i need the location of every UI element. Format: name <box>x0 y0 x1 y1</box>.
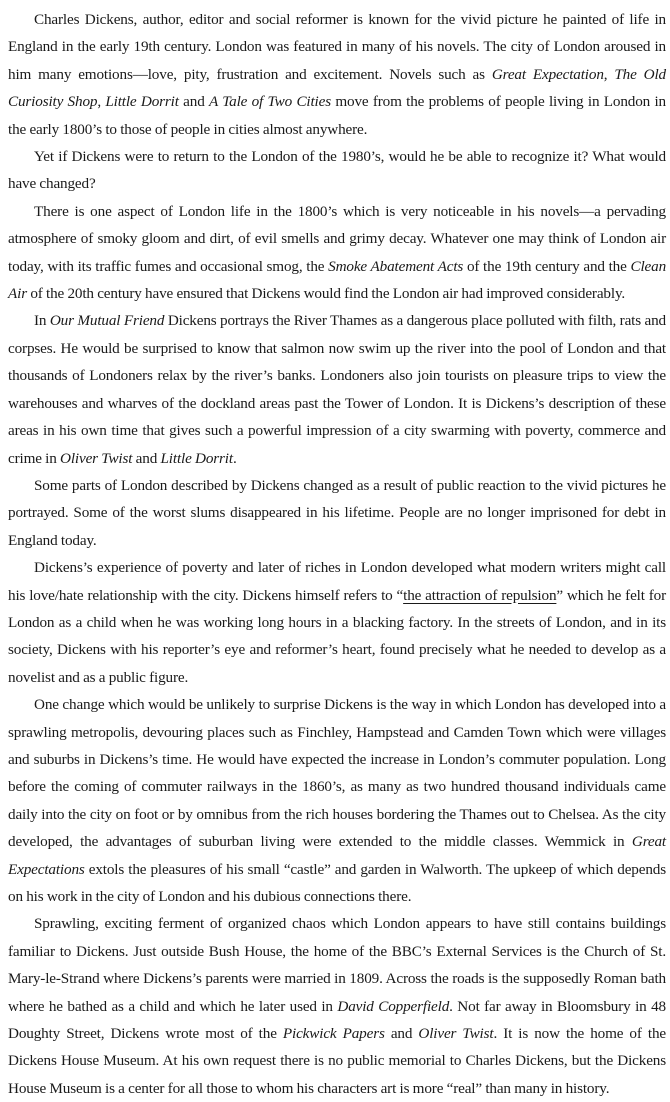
underlined-quote: the attraction of repulsion <box>403 586 557 604</box>
text-run: Yet if Dickens were to return to the London of the 1980’s, would he be able to recognize it? What would have changed? <box>8 148 666 193</box>
text-run: move from the problems of people living in London in the early 1800’s to those of people in cities almost anywhere. <box>8 93 666 138</box>
italic-title: Great Expectation <box>491 65 604 83</box>
text-run: of the 20th century have ensured that Dickens would find the London air had improved considerably. <box>26 285 626 303</box>
text-run: , <box>97 93 106 111</box>
text-run: extols the pleasures of his small “castle” and garden in Walworth. The upkeep of which depends on his work in the city of London and his dubious connections there. <box>8 860 666 905</box>
paragraph <box>8 910 666 1102</box>
paragraph <box>8 554 666 691</box>
text-run: Dickens portrays the River Thames as a dangerous place polluted with filth, rats and corpses. He would be surprised to know that salmon now swim up the river into the pool of London and that thousands of Londoners relax by the river’s banks. Londoners also join tourists on pleasure trips to view the warehouses and wharves of the dockland areas past the Tower of London. It is Dickens’s description of these areas in his own time that gives such a powerful impression of a city swarming with poverty, commerce and crime in <box>8 312 666 467</box>
italic-title: Smoke Abatement Acts <box>328 257 464 275</box>
text-run: . It is now the home of the Dickens House Museum. At his own request there is no public memorial to Charles Dickens, but the Dickens House Museum is a center for all those to whom his characters art is more “real” than many in history. <box>8 1025 666 1097</box>
italic-title: Clean Air <box>8 257 667 303</box>
text-run: There is one aspect of London life in the 1800’s which is very noticeable in his novels—a pervading atmosphere of smoky gloom and dirt, of evil smells and grimy decay. Whatever one may think of London air today, with its traffic fumes and occasional smog, the <box>8 202 666 275</box>
text-run: and <box>132 449 161 467</box>
paragraph <box>8 691 666 910</box>
italic-title: Little Dorrit <box>105 93 179 111</box>
text-run: Sprawling, exciting ferment of organized chaos which London appears to have still contains buildings familiar to Dickens. Just outside Bush House, the home of the BBC’s External Services is the Church of St. Mary-le-Strand where Dickens’s parents were married in 1809. Across the roads is the supposedly Roman bath where he bathed as a child and which he later used in <box>8 915 666 1015</box>
text-run: and <box>384 1025 419 1043</box>
text-run: of the 19th century and the <box>463 257 631 275</box>
italic-title: David Copperfield <box>337 997 450 1015</box>
paragraph <box>8 198 666 308</box>
italic-title: A Tale of Two Cities <box>209 93 331 111</box>
italic-title: Little Dorrit <box>160 449 233 467</box>
paragraph <box>8 307 666 471</box>
text-run: . Not far away in Bloomsbury in 48 Doughty Street, Dickens wrote most of the <box>8 997 666 1043</box>
italic-title: Great Expectations <box>8 833 666 878</box>
italic-title: Oliver Twist <box>60 449 133 467</box>
text-run: Dickens’s experience of poverty and later of riches in London developed what modern writers might call his love/hate relationship with the city. Dickens himself refers to “ <box>8 559 666 604</box>
text-run: One change which would be unlikely to surprise Dickens is the way in which London has developed into a sprawling metropolis, devouring places such as Finchley, Hampstead and Camden Town which were villages and suburbs in Dickens’s time. He would have expected the increase in London’s commuter population. Long before the coming of commuter railways in the 1860’s, as many as two hundred thousand individuals came daily into the city on foot or by omnibus from the rich houses bordering the Thames out to Chelsea. As the city developed, the advantages of suburban living were extended to the middle classes. Wemmick in <box>8 696 666 851</box>
text-run: and <box>178 93 210 111</box>
text-run: ” which he felt for London as a child when he was working long hours in a blacking factory. In the streets of London, and in its society, Dickens with his reporter’s eye and reformer’s heart, found precisely what he needed to develop as a novelist and as a public figure. <box>8 586 666 686</box>
italic-title: Our Mutual Friend <box>49 312 165 330</box>
italic-title: Oliver Twist <box>418 1025 494 1043</box>
italic-title: Pickwick Papers <box>282 1025 385 1043</box>
text-run: . <box>232 449 237 467</box>
text-run: In <box>34 312 50 330</box>
italic-title: The Old Curiosity Shop <box>8 65 666 111</box>
paragraph <box>8 143 666 198</box>
text-run: Charles Dickens, author, editor and social reformer is known for the vivid picture he painted of life in England in the early 19th century. London was featured in many of his novels. The city of London aroused in him many emotions—love, pity, frustration and excitement. Novels such as <box>8 11 666 83</box>
paragraph <box>8 472 666 554</box>
text-run: Some parts of London described by Dickens changed as a result of public reaction to the vivid pictures he portrayed. Some of the worst slums disappeared in his lifetime. People are no longer imprisoned for debt in England today. <box>8 476 666 549</box>
text-run: , <box>603 65 615 83</box>
paragraph <box>8 6 666 143</box>
